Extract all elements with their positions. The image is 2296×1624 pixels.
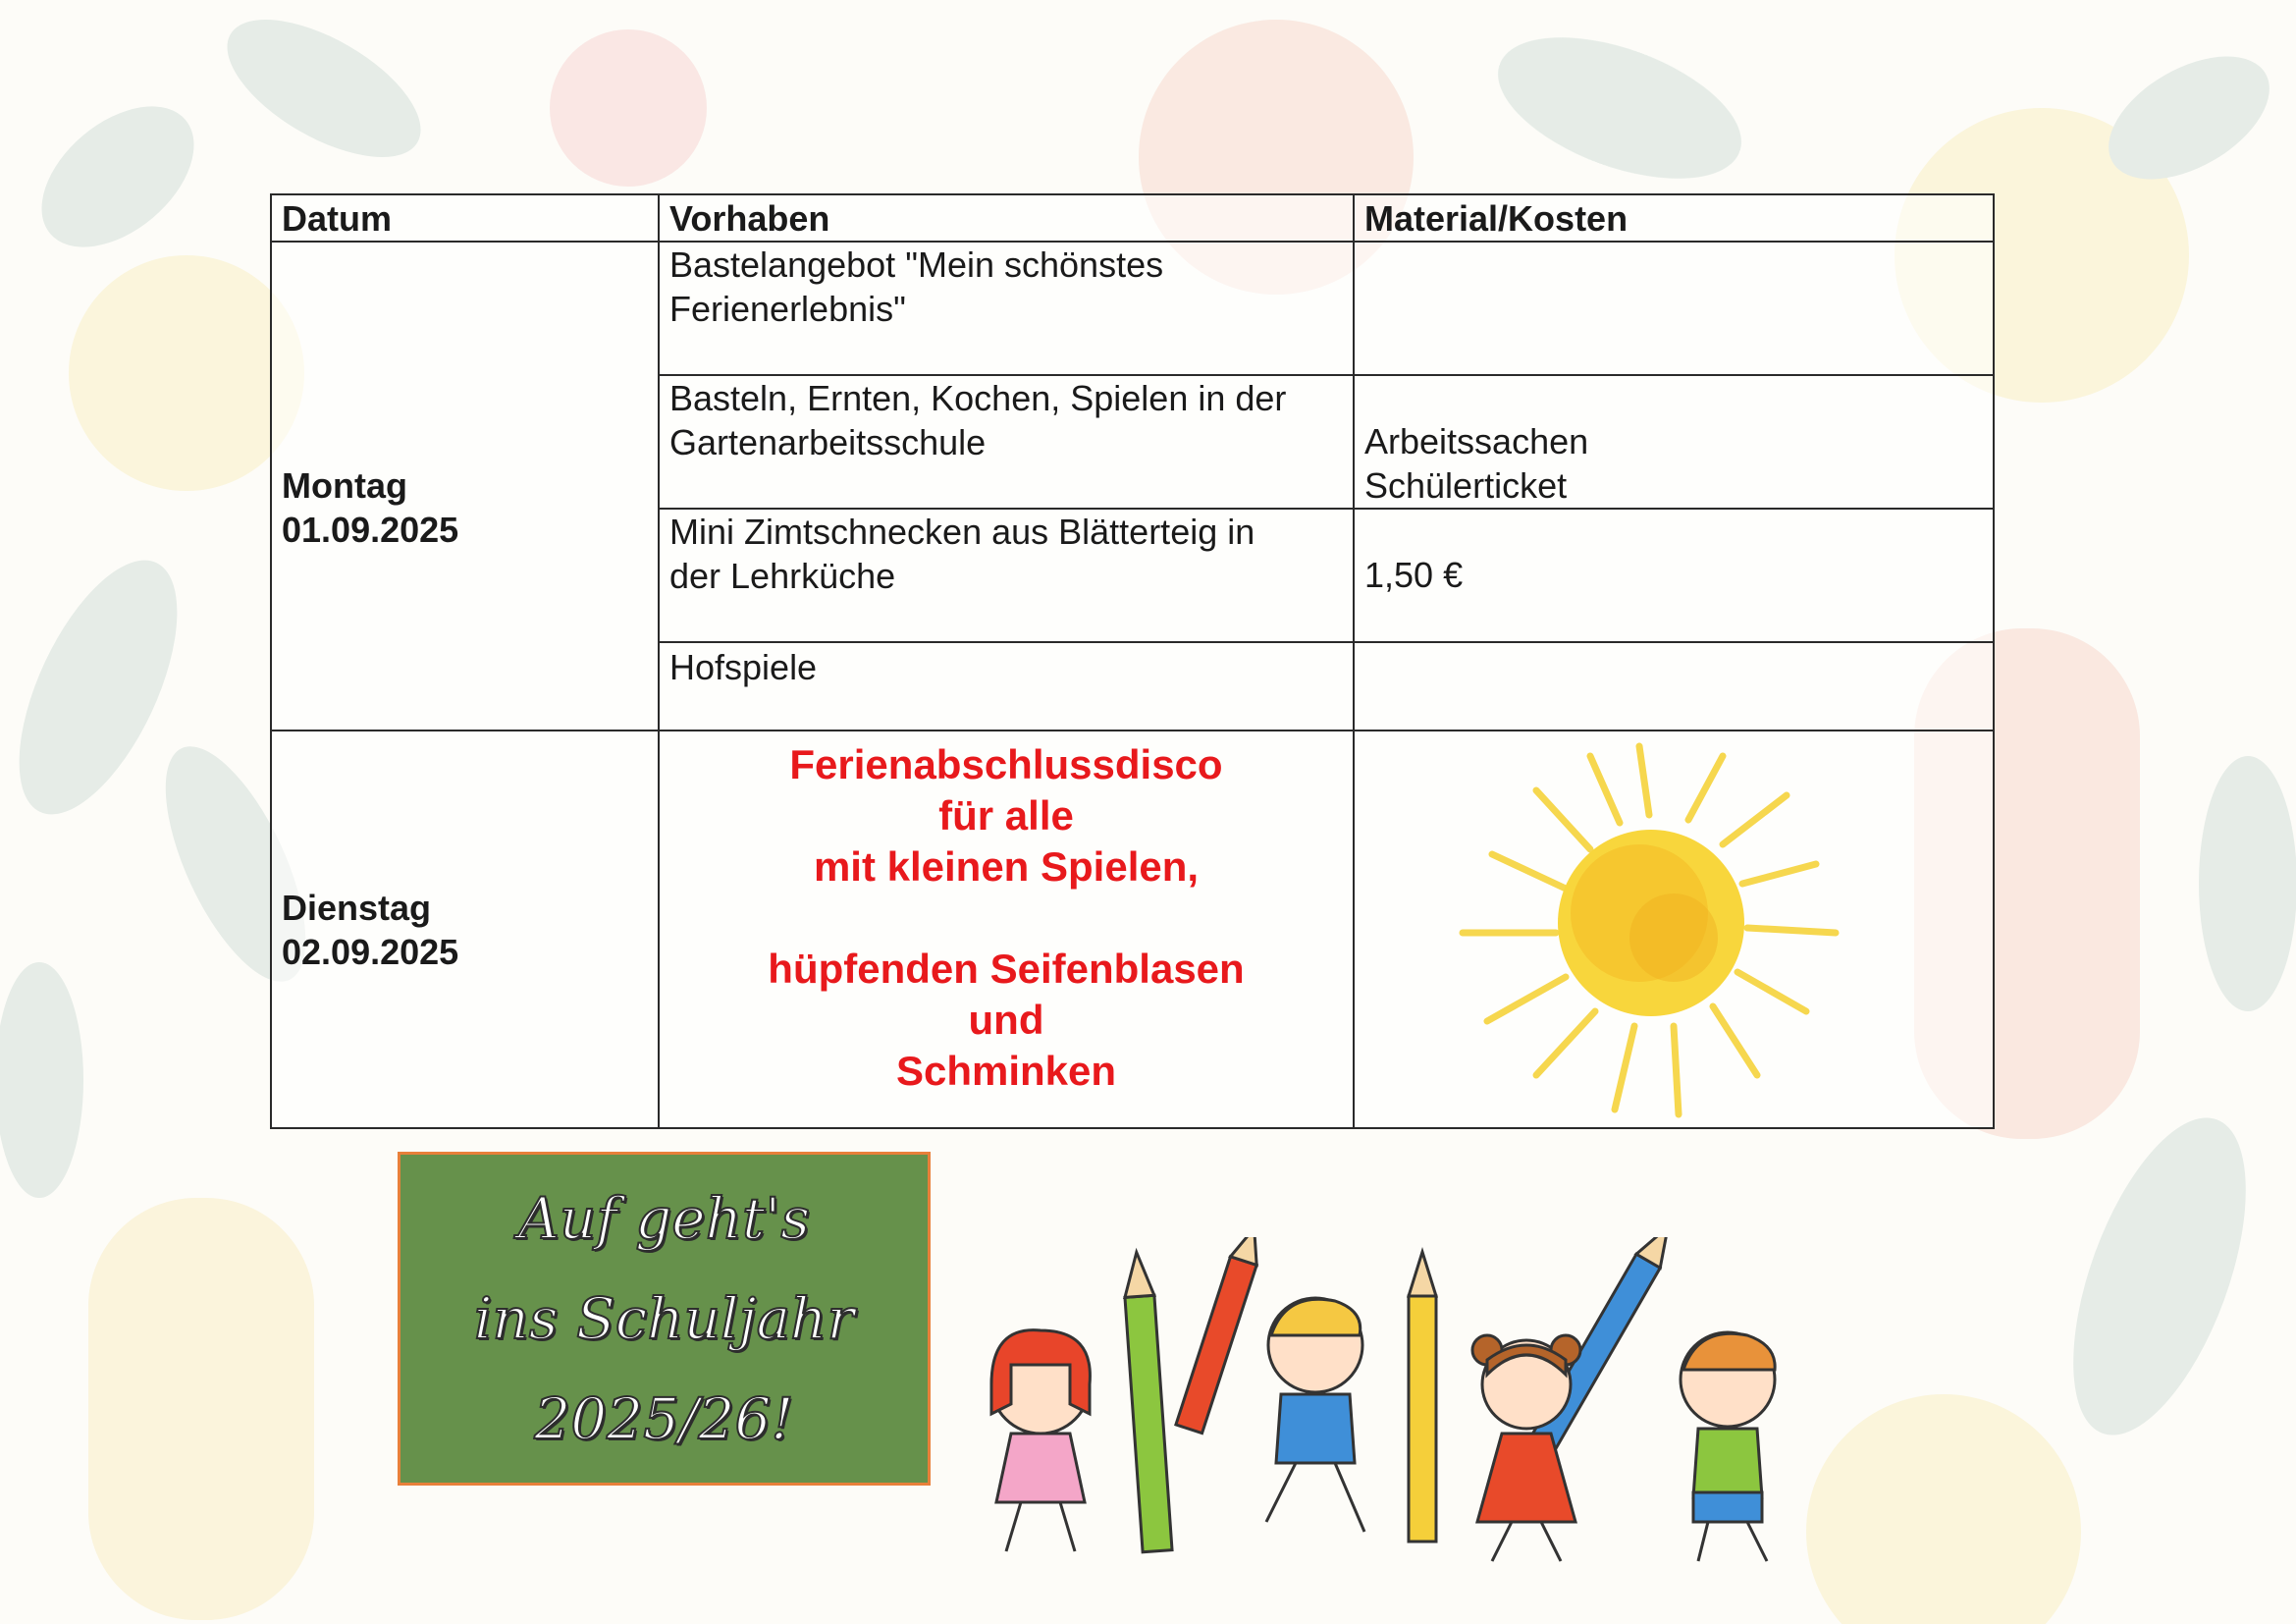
header-datum: Datum <box>271 194 659 242</box>
pencil-icon <box>1176 1237 1267 1434</box>
vorhaben-line: Bastelangebot "Mein schönstes <box>669 244 1164 285</box>
disco-line: hüpfenden Seifenblasen <box>768 946 1245 992</box>
date-label: 01.09.2025 <box>282 510 459 550</box>
sun-icon <box>1443 736 1855 1129</box>
date-cell-dienstag <box>271 731 659 1128</box>
header-vorhaben: Vorhaben <box>659 194 1354 242</box>
vorhaben-cell <box>659 242 1354 375</box>
disco-line: für alle <box>938 792 1074 839</box>
pencil-icon <box>1409 1252 1436 1542</box>
greenbox-line: Auf geht's <box>518 1185 810 1252</box>
material-cell <box>1354 242 1994 375</box>
disco-line: Schminken <box>895 1048 1117 1094</box>
greenbox-line: 2025/26! <box>534 1385 794 1452</box>
date-cell-montag <box>271 242 659 731</box>
disco-line: mit kleinen Spielen, <box>813 843 1200 890</box>
vorhaben-line: Hofspiele <box>669 647 818 687</box>
vorhaben-line: der Lehrküche <box>669 556 896 596</box>
date-label: 02.09.2025 <box>282 931 459 972</box>
vorhaben-line: Basteln, Ernten, Kochen, Spielen in der <box>669 378 1287 418</box>
pencil-icon <box>1122 1251 1172 1551</box>
vorhaben-cell <box>659 642 1354 731</box>
material-line: Schülerticket <box>1364 465 1568 506</box>
school-year-box <box>398 1152 931 1486</box>
disco-line: und <box>968 997 1044 1043</box>
material-line: Arbeitssachen <box>1364 421 1589 461</box>
vorhaben-line: Mini Zimtschnecken aus Blätterteig in <box>669 512 1255 552</box>
table-row <box>271 242 1994 375</box>
disco-line: Ferienabschlussdisco <box>789 741 1223 787</box>
day-label: Montag <box>282 465 407 506</box>
vorhaben-cell <box>659 375 1354 509</box>
header-material: Material/Kosten <box>1354 194 1994 242</box>
material-cell <box>1354 375 1994 509</box>
vorhaben-cell <box>659 509 1354 642</box>
day-label: Dienstag <box>282 887 432 928</box>
disco-announcement <box>659 731 1354 1128</box>
material-line: 1,50 € <box>1364 555 1464 595</box>
table-header-row <box>271 194 1994 242</box>
material-cell <box>1354 509 1994 642</box>
kids-with-pencils-illustration <box>933 1237 1845 1571</box>
material-cell <box>1354 642 1994 731</box>
spacer <box>669 893 1343 944</box>
vorhaben-line: Gartenarbeitsschule <box>669 422 987 462</box>
vorhaben-line: Ferienerlebnis" <box>669 289 906 329</box>
greenbox-line: ins Schuljahr <box>473 1285 855 1352</box>
